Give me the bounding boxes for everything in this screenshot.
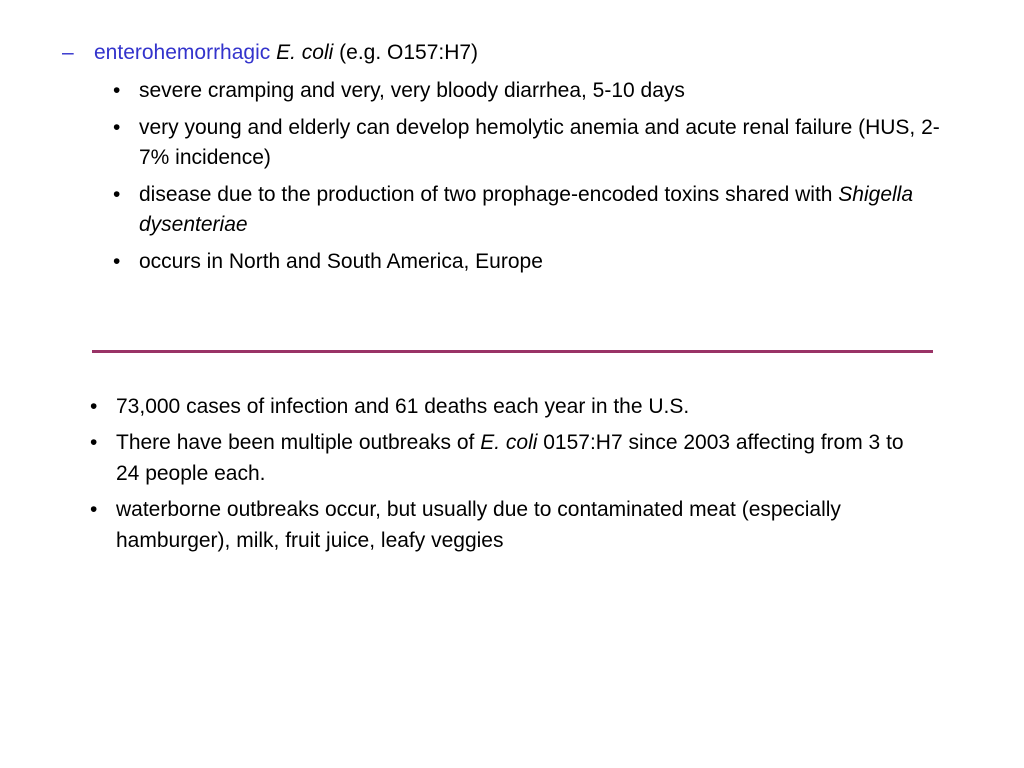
list-item	[90, 391, 910, 422]
bullet-icon: •	[90, 498, 98, 521]
bullet-icon: •	[113, 183, 121, 206]
list-item	[113, 113, 943, 173]
bullet-icon: •	[113, 79, 121, 102]
section-divider	[92, 350, 933, 353]
organism-name: E. coli	[480, 431, 538, 454]
list-item-text: There have been multiple outbreaks of	[116, 431, 481, 454]
list-item-text-continued: 0157:H7 since 2003 affecting from 3 to 24 people each.	[116, 431, 904, 485]
bullet-icon: •	[90, 431, 98, 454]
sub-bullet-list	[113, 76, 943, 284]
bullet-icon: •	[90, 395, 98, 418]
species-name: Shigella dysenteriae	[139, 183, 914, 236]
list-item-text: disease due to the production of two prophage-encoded toxins shared with	[139, 183, 839, 206]
list-item-text: 73,000 cases of infection and 61 deaths each year in the U.S.	[116, 395, 690, 418]
list-item-text: severe cramping and very, very bloody diarrhea, 5-10 days	[139, 79, 685, 102]
list-item	[113, 76, 943, 106]
bullet-icon: •	[113, 116, 121, 139]
heading-organism: E. coli	[276, 41, 334, 64]
list-item	[90, 427, 910, 489]
list-item	[90, 494, 910, 556]
dash-bullet: –	[62, 41, 74, 64]
bullet-icon: •	[113, 250, 121, 273]
heading-example: (e.g. O157:H7)	[339, 41, 479, 64]
heading-term: enterohemorrhagic	[94, 41, 271, 64]
list-item-text: waterborne outbreaks occur, but usually due to contaminated meat (especially hamburger), milk, fruit juice, leafy veggies	[116, 498, 841, 552]
section-heading	[62, 38, 478, 68]
main-bullet-list	[90, 391, 910, 561]
list-item	[113, 247, 943, 277]
list-item-text: occurs in North and South America, Europe	[139, 250, 543, 273]
list-item	[113, 180, 943, 240]
list-item-text: very young and elderly can develop hemolytic anemia and acute renal failure (HUS, 2-7% incidence)	[139, 116, 940, 169]
